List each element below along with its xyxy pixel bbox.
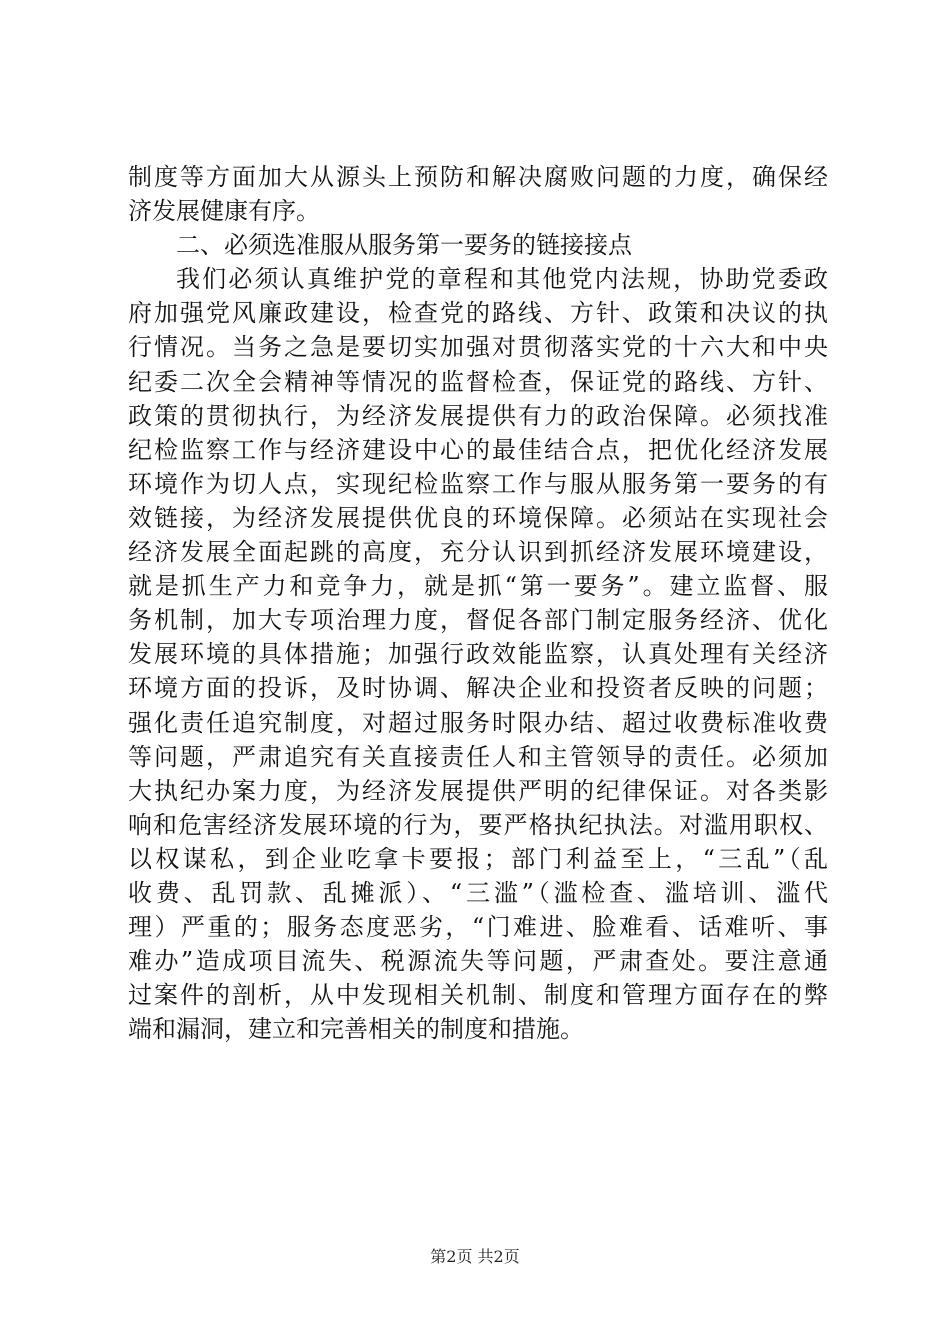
text-line: 纪委二次全会精神等情况的监督检查，保证党的路线、方针、	[128, 367, 828, 396]
text-line: 就是抓生产力和竞争力，就是抓“第一要务”。建立监督、服	[128, 572, 828, 601]
text-line: 政策的贯彻执行，为经济发展提供有力的政治保障。必须找准	[128, 401, 828, 430]
text-line: 强化责任追究制度，对超过服务时限办结、超过收费标准收费	[128, 708, 828, 737]
text-line: 务机制，加大专项治理力度，督促各部门制定服务经济、优化	[128, 606, 828, 635]
text-line: 以权谋私，到企业吃拿卡要报；部门利益至上，“三乱”（乱	[128, 844, 828, 873]
text-line: 济发展健康有序。	[128, 197, 320, 226]
section-heading: 二、必须选准服从服务第一要务的链接接点	[176, 231, 632, 260]
text-line: 收费、乱罚款、乱摊派）、“三滥”（滥检查、滥培训、滥代	[128, 878, 828, 907]
text-line: 端和漏洞，建立和完善相关的制度和措施。	[128, 1015, 584, 1044]
text-line: 府加强党风廉政建设，检查党的路线、方针、政策和决议的执	[128, 299, 828, 328]
text-line: 纪检监察工作与经济建设中心的最佳结合点，把优化经济发展	[128, 435, 828, 464]
text-line: 等问题，严肃追究有关直接责任人和主管领导的责任。必须加	[128, 742, 828, 771]
text-line: 响和危害经济发展环境的行为，要严格执纪执法。对滥用职权、	[128, 810, 828, 839]
text-line: 理）严重的；服务态度恶劣，“门难进、脸难看、话难听、事	[128, 913, 828, 942]
text-line: 经济发展全面起跳的高度，充分认识到抓经济发展环境建设，	[128, 538, 828, 567]
body-text	[128, 160, 828, 1046]
text-line: 难办”造成项目流失、税源流失等问题，严肃查处。要注意通	[128, 947, 828, 976]
text-line: 过案件的剖析，从中发现相关机制、制度和管理方面存在的弊	[128, 981, 828, 1010]
text-line: 行情况。当务之急是要切实加强对贯彻落实党的十六大和中央	[128, 333, 828, 362]
text-line: 效链接，为经济发展提供优良的环境保障。必须站在实现社会	[128, 503, 828, 532]
text-line: 环境作为切人点，实现纪检监察工作与服从服务第一要务的有	[128, 469, 828, 498]
text-line: 我们必须认真维护党的章程和其他党内法规，协助党委政	[176, 265, 828, 294]
text-line: 制度等方面加大从源头上预防和解决腐败问题的力度，确保经	[128, 163, 828, 191]
page-footer: 第2页 共2页	[430, 1247, 520, 1266]
text-line: 环境方面的投诉，及时协调、解决企业和投资者反映的问题；	[128, 674, 828, 703]
text-line: 大执纪办案力度，为经济发展提供严明的纪律保证。对各类影	[128, 776, 828, 805]
text-line: 发展环境的具体措施；加强行政效能监察，认真处理有关经济	[128, 640, 828, 669]
